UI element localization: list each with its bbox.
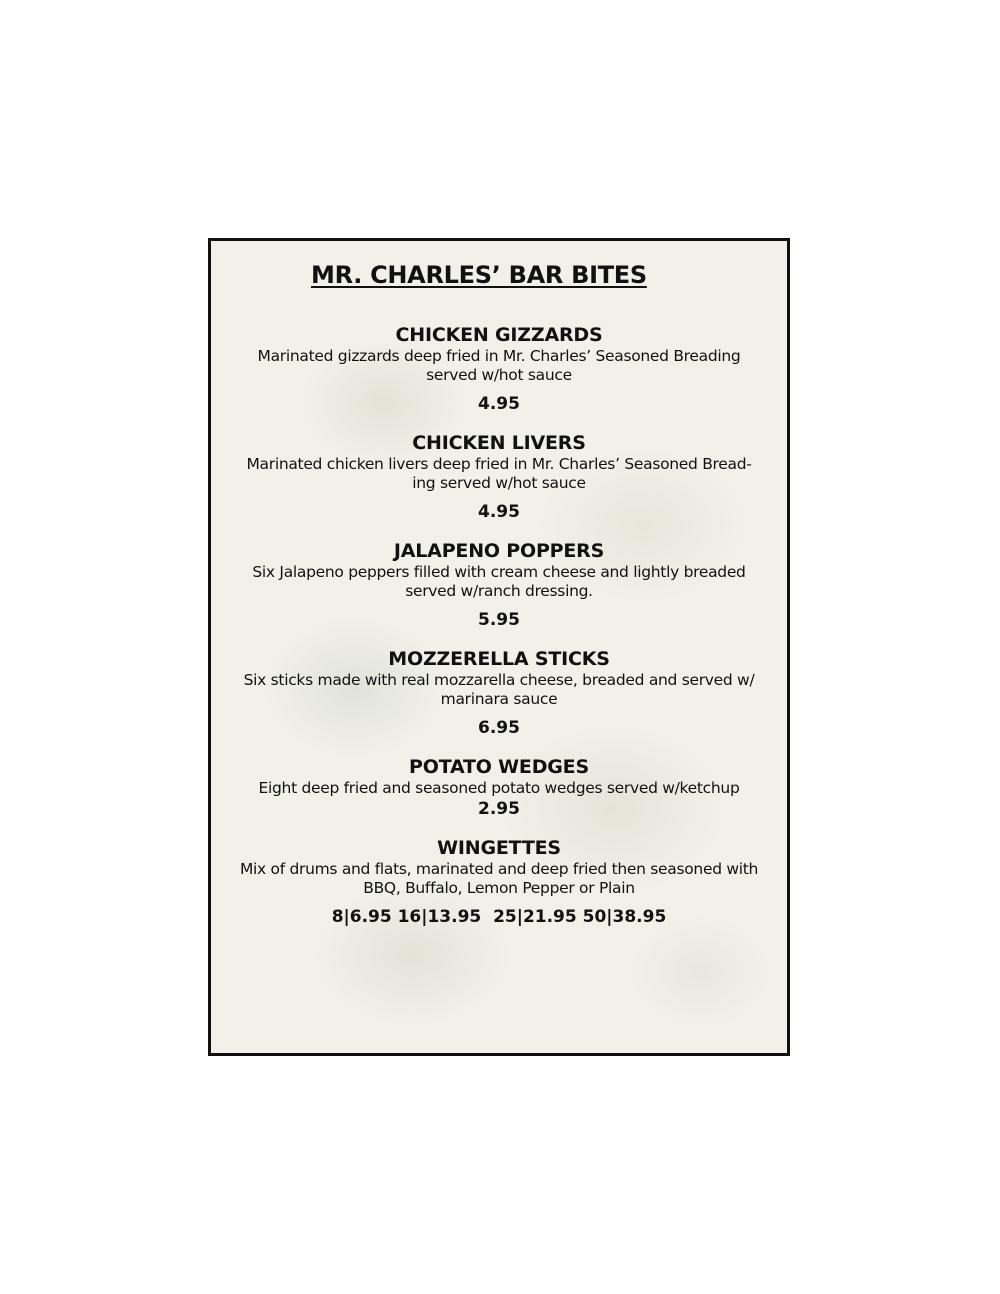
menu-title: MR. CHARLES’ BAR BITES <box>311 261 647 289</box>
item-name: CHICKEN GIZZARDS <box>395 324 603 346</box>
menu-frame <box>208 238 790 1056</box>
menu-item-mozzerella-sticks <box>229 647 769 739</box>
item-price: 6.95 <box>478 718 520 738</box>
item-description-line-2: served w/hot sauce <box>426 366 572 384</box>
item-price: 4.95 <box>478 394 520 414</box>
item-price: 8|6.95 16|13.95 25|21.95 50|38.95 <box>331 907 667 927</box>
item-price: 4.95 <box>478 502 520 522</box>
item-name: POTATO WEDGES <box>409 756 589 778</box>
item-price: 2.95 <box>478 799 520 819</box>
menu-items <box>211 323 787 928</box>
item-price: 5.95 <box>478 610 520 630</box>
item-description-line-1: Marinated chicken livers deep fried in Mr. Charles’ Seasoned Bread- <box>246 455 752 473</box>
item-description-line-1: Six sticks made with real mozzarella cheese, breaded and served w/ <box>243 671 755 689</box>
menu-item-wingettes <box>229 836 769 928</box>
item-name: MOZZERELLA STICKS <box>388 648 610 670</box>
item-description-line-1: Six Jalapeno peppers filled with cream cheese and lightly breaded <box>252 563 746 581</box>
item-description-line-2: marinara sauce <box>440 690 558 708</box>
item-description-line-1: Marinated gizzards deep fried in Mr. Charles’ Seasoned Breading <box>257 347 741 365</box>
item-name: CHICKEN LIVERS <box>412 432 586 454</box>
menu-item-chicken-livers <box>229 431 769 523</box>
item-description-line-2: ing served w/hot sauce <box>412 474 586 492</box>
item-description-line-1: Eight deep fried and seasoned potato wedges served w/ketchup <box>258 779 740 797</box>
menu-item-chicken-gizzards <box>229 323 769 415</box>
item-name: JALAPENO POPPERS <box>393 540 605 562</box>
menu-item-potato-wedges <box>229 755 769 820</box>
item-description-line-2: served w/ranch dressing. <box>405 582 593 600</box>
item-description-line-2: BBQ, Buffalo, Lemon Pepper or Plain <box>363 879 635 897</box>
item-name: WINGETTES <box>437 837 561 859</box>
item-description-line-1: Mix of drums and flats, marinated and deep fried then seasoned with <box>239 860 759 878</box>
menu-item-jalapeno-poppers <box>229 539 769 631</box>
